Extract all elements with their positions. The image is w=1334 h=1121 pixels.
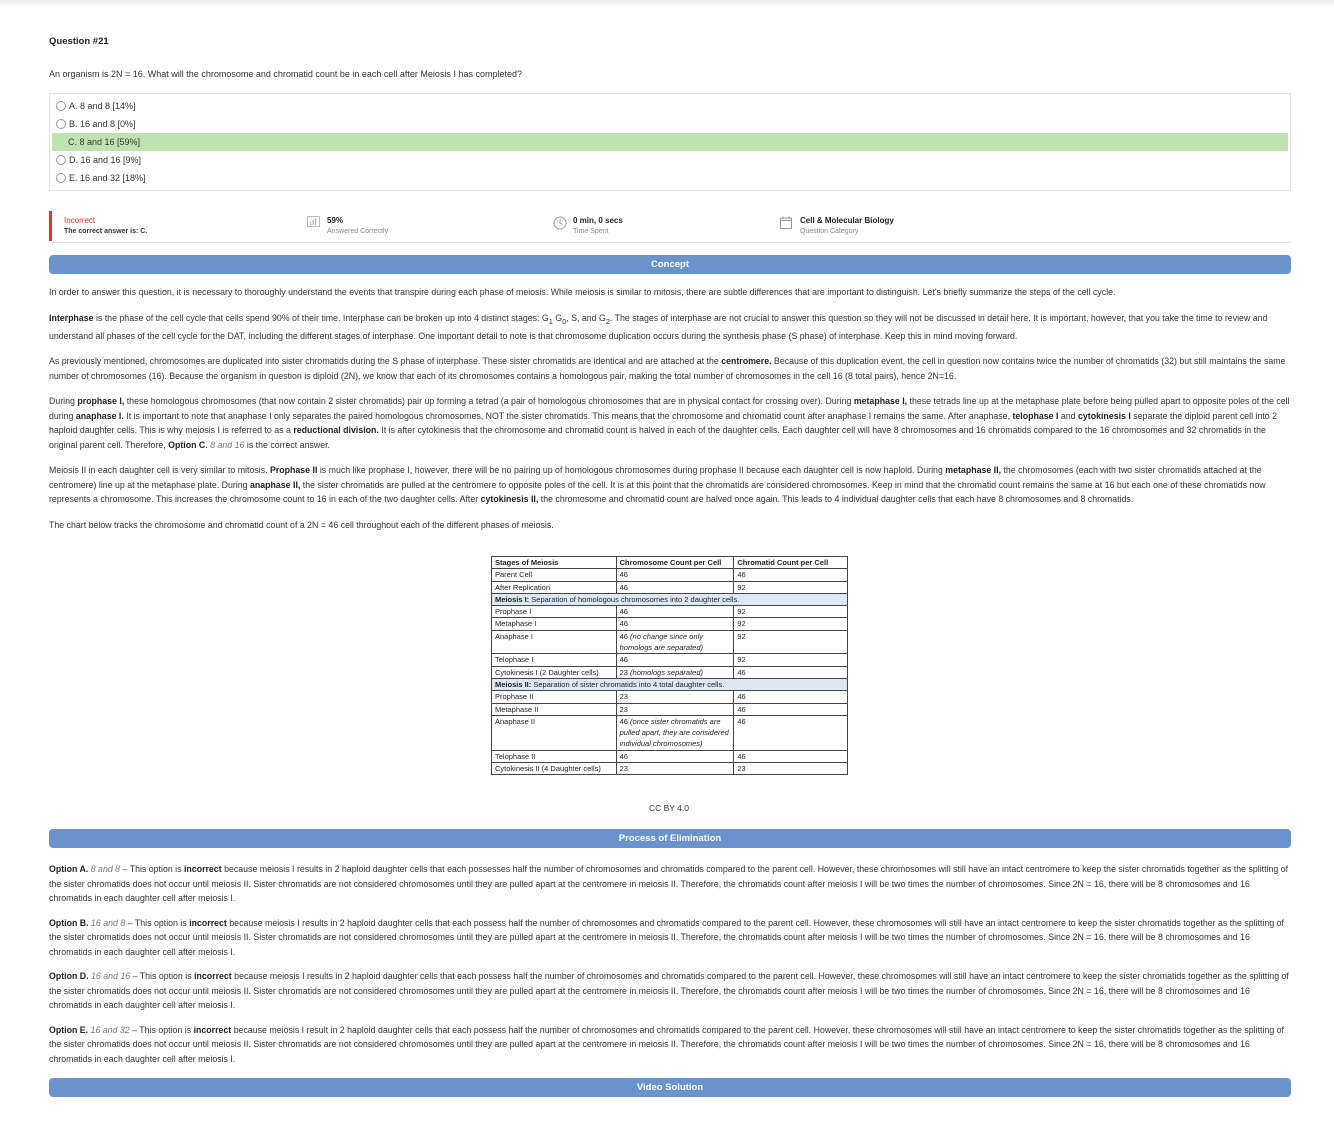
- option-c-correct[interactable]: [52, 133, 1288, 151]
- table-header: Chromosome Count per Cell: [616, 557, 734, 569]
- option-b[interactable]: [52, 115, 1288, 133]
- subscript: 2: [605, 316, 610, 326]
- section-text: Separation of sister chromatids into 4 total daughter cells.: [531, 679, 725, 689]
- elimination-option-e: [49, 1023, 1291, 1067]
- text: and: [1058, 410, 1078, 421]
- option-label: Option E.: [49, 1024, 89, 1035]
- interphase-paragraph: [49, 311, 1291, 344]
- text: the sister chromatids are pulled at the centromere to opposite poles of the cell. It is at this point that the chromatids are considered chromosomes. Keep in mind that the chromatid count remains the same at 16 but each one of these chromatids now represents a chromosome. This increases the chromosome count to 16 in each of the two daughter cells. After: [49, 479, 1266, 505]
- chromosome-cell: 46: [616, 750, 734, 762]
- elimination-option-b: [49, 916, 1291, 960]
- stage-cell: Anaphase II: [492, 715, 617, 750]
- incorrect-label: incorrect: [193, 1024, 232, 1035]
- answer-options: [49, 93, 1291, 191]
- table-row: [492, 703, 848, 715]
- table-row: [492, 618, 848, 630]
- incorrect-indicator: [49, 211, 52, 241]
- chromatid-cell: 23: [734, 763, 848, 775]
- chromosome-cell: [616, 666, 734, 678]
- chromosome-cell: 23: [616, 691, 734, 703]
- category-stat: [800, 211, 1040, 241]
- chromatid-cell: 92: [734, 630, 848, 654]
- elimination-banner[interactable]: Process of Elimination: [49, 829, 1291, 848]
- section-cell: [492, 593, 848, 605]
- term: prophase I,: [77, 396, 125, 407]
- question-text: An organism is 2N = 16. What will the chromosome and chromatid count be in each cell after Meiosis I has completed?: [49, 69, 522, 79]
- table-header: Stages of Meiosis: [492, 557, 617, 569]
- term: metaphase I,: [853, 396, 908, 407]
- chromosome-cell: [616, 715, 734, 750]
- clock-icon: [553, 216, 567, 230]
- text: Because of this duplication event, the cell in question now contains twice the number of chromatids (32) but still maintains the same number of chromosomes (16). Because the organism in question is diploid (2N), we know that each of its chromosomes contains a homologous pair, making the total number of chromosomes in the cell 16 (8 total pairs), hence 2N=16.: [49, 356, 1286, 381]
- chromatid-cell: 46: [734, 666, 848, 678]
- text: because meiosis I results in 2 haploid daughter cells that each possess half the number of chromosomes and chromatids compared to the parent cell. However, these chromosomes will still have an intact centromere to keep the sister chromatids together as the splitting of the sister chromatids does not occur until meiosis II. Sister chromatids are not considered chromosomes until they are pulled apart at the centromere in meiosis II. Therefore, the chromatids count after meiosis I will be two times the number of chromosomes. Since 2N = 16, there will be 8 chromosomes and 16 chromatids in each daughter cell after meiosis I.: [49, 971, 1289, 1010]
- subscript: 0: [562, 316, 567, 326]
- table-row: [492, 581, 848, 593]
- text: is the correct answer.: [244, 439, 330, 450]
- meiosis-i-paragraph: [49, 394, 1291, 452]
- count: 46: [619, 716, 628, 726]
- table-row: [492, 654, 848, 666]
- text: because meiosis I result in 2 haploid daughter cells that each possess half the number of chromosomes and chromatids compared to the parent cell. However, these chromosomes will still have an intact centromere to keep the sister chromatids together as the splitting of the sister chromatids does not occur until meiosis II. Sister chromatids are not considered chromosomes until they are pulled apart at the centromere in meiosis II. Therefore, the chromatids count after meiosis I will be two times the number of chromosomes. Since 2N = 16, there will be 8 chromosomes and 16 chromatids in each daughter cell after meiosis I.: [49, 1024, 1284, 1064]
- stats-bar: [49, 211, 1291, 243]
- option-answer: 16 and 32: [90, 1024, 130, 1035]
- time-stat: [573, 211, 773, 241]
- chromatid-cell: 92: [734, 606, 848, 618]
- option-label: Option D.: [49, 971, 89, 981]
- term: Option C: [168, 439, 206, 450]
- answer-italic: 8 and 16: [210, 439, 245, 450]
- text: As previously mentioned, chromosomes are duplicated into sister chromatids during the S phase of interphase. These sister chromatids are identical and are attached at the: [49, 356, 722, 367]
- text: Meiosis II in each daughter cell is very similar to mitosis.: [49, 465, 270, 476]
- percent-stat: [327, 211, 527, 241]
- table-row: [492, 666, 848, 678]
- stage-cell: Metaphase I: [492, 618, 617, 630]
- chromosome-cell: [616, 630, 734, 654]
- concept-section: [49, 285, 1291, 532]
- incorrect-label: incorrect: [189, 917, 227, 928]
- stage-cell: Cytokinesis I (2 Daughter cells): [492, 666, 617, 678]
- text: G: [552, 312, 563, 323]
- option-a[interactable]: [52, 97, 1288, 115]
- chromosome-cell: 23: [616, 703, 734, 715]
- note: (no change since only homologs are separated): [619, 631, 704, 653]
- note: (homologs separated): [630, 667, 704, 677]
- table-row: [492, 630, 848, 654]
- section-cell: [492, 678, 848, 690]
- text: these homologous chromosomes (that now contain 2 sister chromatids) pair up forming a tetrad (a pair of homologous chromosomes that are in physical contact for crossing over). During: [124, 396, 854, 407]
- chromatid-cell: 92: [734, 654, 848, 666]
- table-row: [492, 606, 848, 618]
- section-row-meiosis-i: [492, 593, 848, 605]
- question-number: Question #21: [49, 36, 109, 47]
- chromosome-cell: 46: [616, 618, 734, 630]
- chromatid-cell: 46: [734, 750, 848, 762]
- chromosome-cell: 46: [616, 569, 734, 581]
- term: telophase I: [1012, 410, 1059, 421]
- chromosome-cell: 46: [616, 654, 734, 666]
- option-label: E. 16 and 32 [18%]: [69, 173, 146, 183]
- option-answer: 16 and 8: [91, 917, 126, 928]
- term-centromere: centromere.: [721, 356, 772, 367]
- term: metaphase II,: [945, 465, 1002, 476]
- count: 46: [619, 631, 628, 641]
- text: . The stages of interphase are not crucial to answer this question so they will not be discussed in detail here. It is important, however, that you take the time to review and understand all phases of the cell cycle for the DAT, including the different stages of interphase. One important detail to note is that chromosome duplication occurs during the synthesis phase (S phase) of interphase. Keep this in mind moving forward.: [49, 312, 1268, 341]
- chromatid-cell: 46: [734, 691, 848, 703]
- calendar-icon: [780, 216, 792, 229]
- text: – This option is: [120, 864, 184, 874]
- table-row: [492, 691, 848, 703]
- incorrect-label: incorrect: [183, 864, 222, 874]
- category-title: Cell & Molecular Biology: [800, 216, 894, 225]
- table-row: [492, 569, 848, 581]
- section-row-meiosis-ii: [492, 678, 848, 690]
- radio-icon[interactable]: [56, 119, 66, 129]
- chromosome-cell: 46: [616, 581, 734, 593]
- text: – This option is: [125, 917, 190, 928]
- count: 23: [619, 667, 628, 677]
- text: is much like prophase I, however, there will be no pairing up of homologous chromosomes during prophase II because each daughter cell is now haploid. During: [317, 465, 946, 476]
- top-shadow: [0, 0, 1334, 8]
- section-title: Meiosis II:: [495, 679, 532, 689]
- video-solution-banner[interactable]: Video Solution: [49, 1078, 1291, 1097]
- elimination-option-d: [49, 969, 1291, 1013]
- option-label: Option A.: [49, 864, 89, 874]
- text: , S, and G: [566, 312, 606, 323]
- text: separate the diploid parent cell into 2 haploid daughter cells. This is why meiosis I is referred to as a: [49, 410, 1278, 436]
- stage-cell: After Replication: [492, 581, 617, 593]
- text: During: [49, 396, 78, 407]
- text: It is after cytokinesis that the chromosome and chromatid count is halved in each of the daughter cells. Each daughter cell will have 8 chromosomes and 16 chromatids compared to the 16 chromosomes and 32 chromatids in the original parent cell. Therefore,: [49, 425, 1266, 450]
- option-answer: 8 and 8: [90, 864, 121, 874]
- stage-cell: Telophase II: [492, 750, 617, 762]
- chromatid-cell: 46: [734, 715, 848, 750]
- text: these tetrads line up at the metaphase plate before being pulled apart to opposite poles of the cell during: [49, 396, 1290, 421]
- text: is the phase of the cell cycle that cells spend 90% of their time. Interphase can be broken up into 4 distinct stages: G: [93, 312, 549, 323]
- option-label: A. 8 and 8 [14%]: [69, 101, 136, 111]
- category-subtitle: Question Category: [800, 228, 859, 235]
- subscript: 1: [548, 316, 553, 326]
- text: – This option is: [130, 971, 195, 981]
- text: It is important to note that anaphase I only separates the paired homologous chromosomes, NOT the sister chromatids. This means that the chromosome and chromatid count after anaphase I remains the same. After anaphase,: [123, 410, 1013, 421]
- percent-subtitle: Answered Correctly: [327, 228, 389, 235]
- text: – This option is: [129, 1024, 194, 1035]
- table-row: [492, 763, 848, 775]
- chromatid-cell: 92: [734, 618, 848, 630]
- stage-cell: Prophase II: [492, 691, 617, 703]
- text: because meiosis I results in 2 haploid daughter cells that each possess half the number of chromosomes and chromatids compared to the parent cell. However, these chromosomes will still have an intact centromere to keep the sister chromatids together as the splitting of the sister chromatids does not occur until meiosis II. Sister chromatids are not considered chromosomes until they are pulled apart at the centromere in meiosis II. Therefore, the chromatids count after meiosis I will be two times the number of chromosomes. Since 2N = 16, there will be 8 chromosomes and 16 chromatids in each daughter cell after meiosis I.: [49, 917, 1284, 957]
- percent-title: 59%: [327, 216, 344, 225]
- concept-banner[interactable]: Concept: [49, 255, 1291, 274]
- elimination-section: [49, 829, 1291, 1066]
- text: because meiosis I results in 2 haploid daughter cells that each possesses half the number of chromosomes and chromatids compared to the parent cell. However, these chromosomes will still have an intact centromere to keep the sister chromatids together as the splitting of the sister chromatids does not occur until meiosis II. Sister chromatids are not considered chromosomes until they are pulled apart at the centromere in meiosis II. Therefore, the chromatids count after meiosis I will be two times the number of chromosomes. Since 2N = 16, there will be 8 chromosomes and 16 chromatids in each daughter cell after meiosis I.: [49, 864, 1289, 903]
- meiosis-ii-paragraph: [49, 463, 1291, 507]
- result-stat: [49, 211, 289, 241]
- section-title: Meiosis I:: [495, 594, 530, 604]
- elimination-option-a: [49, 862, 1291, 906]
- replication-paragraph: [49, 354, 1291, 383]
- note: (once sister chromatids are pulled apart, they are considered individual chromosomes): [619, 716, 729, 749]
- radio-icon[interactable]: [56, 155, 66, 165]
- option-label: D. 16 and 16 [9%]: [69, 155, 142, 165]
- stage-cell: Metaphase II: [492, 703, 617, 715]
- chromosome-cell: 46: [616, 606, 734, 618]
- term: cytokinesis I: [1078, 410, 1131, 421]
- time-subtitle: Time Spent: [573, 228, 609, 235]
- time-title: 0 min, 0 secs: [573, 216, 623, 225]
- chromatid-cell: 92: [734, 581, 848, 593]
- table-header: Chromatid Count per Cell: [734, 557, 848, 569]
- option-d[interactable]: [52, 151, 1288, 169]
- table-row: [492, 750, 848, 762]
- incorrect-label: incorrect: [194, 971, 232, 981]
- result-title: Incorrect: [64, 216, 96, 225]
- term-interphase: Interphase: [49, 312, 94, 323]
- option-e[interactable]: [52, 169, 1288, 187]
- term: reductional division.: [293, 425, 379, 436]
- stage-cell: Parent Cell: [492, 569, 617, 581]
- stage-cell: Anaphase I: [492, 630, 617, 654]
- option-answer: 16 and 16: [91, 971, 131, 981]
- section-text: Separation of homologous chromosomes into 2 daughter cells.: [529, 594, 740, 604]
- table-row: [492, 715, 848, 750]
- radio-icon[interactable]: [56, 173, 66, 183]
- question-panel: [49, 36, 1291, 274]
- stage-cell: Telophase I: [492, 654, 617, 666]
- term: anaphase I.: [75, 410, 124, 421]
- radio-icon[interactable]: [56, 101, 66, 111]
- text: .: [205, 439, 211, 450]
- option-label: B. 16 and 8 [0%]: [69, 119, 136, 129]
- option-label: C. 8 and 16 [59%]: [68, 137, 141, 147]
- chart-intro: The chart below tracks the chromosome and chromatid count of a 2N = 46 cell throughout each of the different phases of meiosis.: [49, 519, 554, 530]
- stage-cell: Cytokinesis II (4 Daughter cells): [492, 763, 617, 775]
- license-caption: CC BY 4.0: [649, 803, 690, 813]
- option-label: Option B.: [49, 917, 89, 928]
- chromatid-cell: 46: [734, 703, 848, 715]
- chromosome-cell: 23: [616, 763, 734, 775]
- meiosis-table: [491, 556, 848, 775]
- text: the chromosomes (each with two sister chromatids attached at the centromere) line up at the metaphase plate. During: [49, 465, 1262, 490]
- result-subtitle: The correct answer is: C.: [64, 228, 148, 235]
- chromatid-cell: 46: [734, 569, 848, 581]
- bar-chart-icon: [307, 216, 320, 227]
- concept-intro: In order to answer this question, it is necessary to thoroughly understand the events that transpire during each phase of meiosis. While meiosis is similar to mitosis, there are subtle differences that are important to distinguish. Let's briefly summarize the steps of the cell cycle.: [49, 287, 1116, 297]
- term: cytokinesis II,: [480, 494, 539, 505]
- term: anaphase II,: [249, 479, 301, 490]
- stage-cell: Prophase I: [492, 606, 617, 618]
- term: Prophase II: [269, 465, 318, 476]
- table-header-row: [492, 557, 848, 569]
- text: the chromosome and chromatid count are halved once again. This leads to 4 individual daughter cells that each have 8 chromosomes and 8 chromatids.: [538, 494, 1134, 505]
